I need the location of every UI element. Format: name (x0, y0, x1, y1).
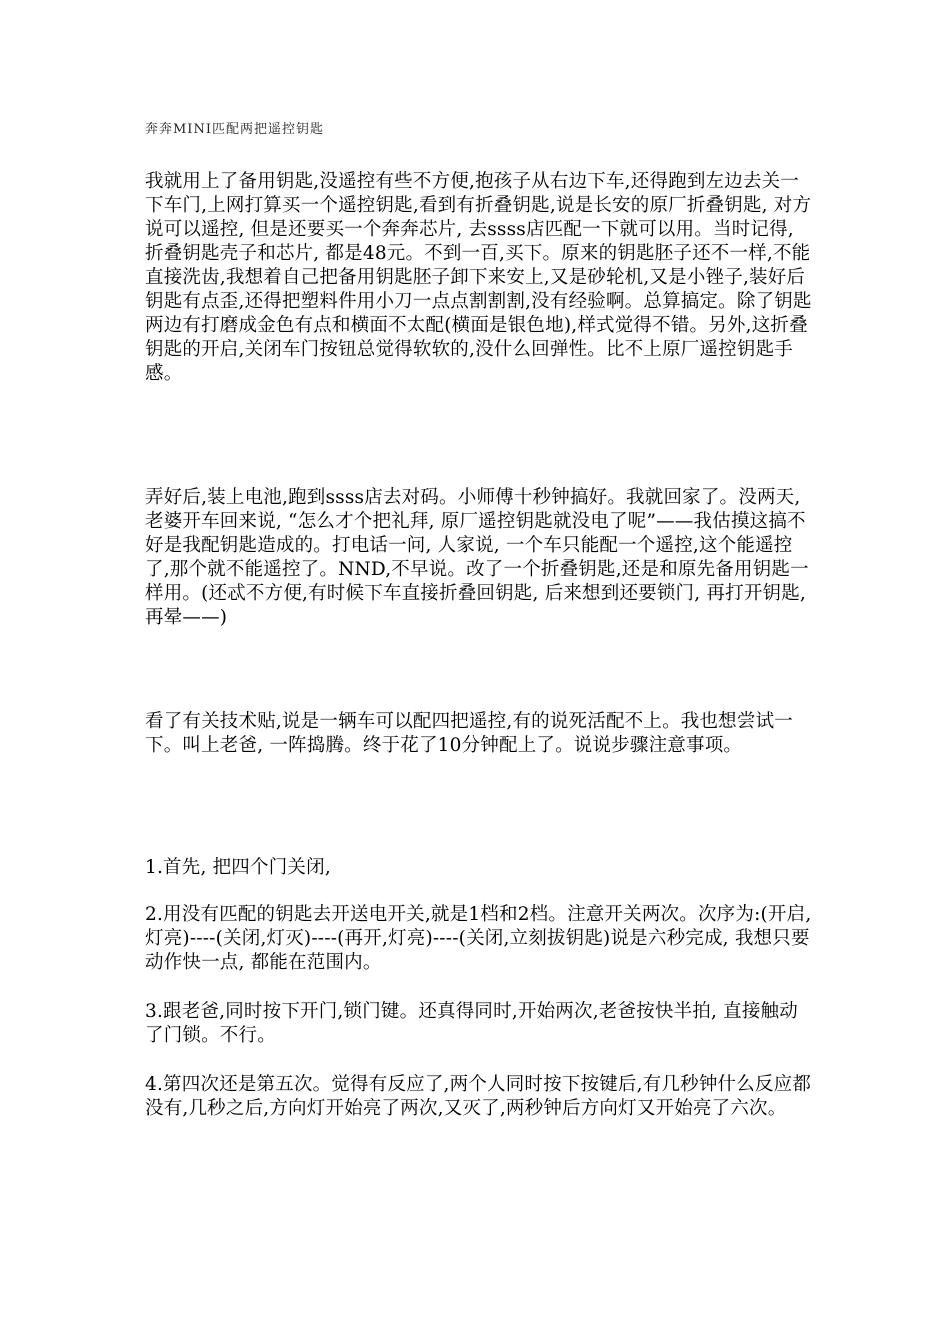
step-1: 1.首先, 把四个门关闭, (145, 857, 331, 878)
step-2: 2.用没有匹配的钥匙去开送电开关,就是1档和2档。注意开关两次。次序为:(开启,灯亮)----(关闭,灯灭)----(再开,灯亮)----(关闭,立刻拔钥匙)说是六秒完成, 我想只要动作快一点, 都能在范围内。 (145, 904, 812, 973)
document-title: 奔奔MINI匹配两把遥控钥匙 (145, 122, 324, 137)
paragraph-pairing-problem: 弄好后,装上电池,跑到ssss店去对码。小师傅十秒钟搞好。我就回家了。没两天, 老婆开车回来说, “怎么才个把礼拜, 原厂遥控钥匙就没电了呢”——我估摸这搞不好是我配钥匙造成的。打电话一问, 人家说, 一个车只能配一个遥控,这个能遥控了,那个就不能遥控了。NND,不早说。改了一个折叠钥匙,还是和原先备用钥匙一样用。(还忒不方便,有时候下车直接折叠回钥匙, 后来想到还要锁门, 再打开钥匙, 再晕——) (145, 487, 809, 628)
paragraph-four-remotes: 看了有关技术贴,说是一辆车可以配四把遥控,有的说死活配不上。我也想尝试一下。叫上老爸, 一阵捣腾。终于花了10分钟配上了。说说步骤注意事项。 (145, 711, 793, 756)
step-3: 3.跟老爸,同时按下开门,锁门键。还真得同时,开始两次,老爸按快半拍, 直接触动了门锁。不行。 (145, 1001, 798, 1046)
step-4: 4.第四次还是第五次。觉得有反应了,两个人同时按下按键后,有几秒钟什么反应都没有,几秒之后,方向灯开始亮了两次,又灭了,两秒钟后方向灯又开始亮了六次。 (145, 1074, 812, 1119)
paragraph-key-purchase: 我就用上了备用钥匙,没遥控有些不方便,抱孩子从右边下车,还得跑到左边去关一下车门,上网打算买一个遥控钥匙,看到有折叠钥匙,说是长安的原厂折叠钥匙, 对方说可以遥控, 但是还要买一个奔奔芯片, 去ssss店匹配一下就可以用。当时记得, 折叠钥匙壳子和芯片, 都是48元。不到一百,买下。原来的钥匙胚子还不一样,不能直接洗齿,我想着自己把备用钥匙胚子卸下来安上,又是砂轮机,又是小锉子,装好后钥匙有点歪,还得把塑料件用小刀一点点割割割,没有经验啊。总算搞定。除了钥匙两边有打磨成金色有点和横面不太配(横面是银色地),样式觉得不错。另外,这折叠钥匙的开启,关闭车门按钮总觉得软软的,没什么回弹性。比不上原厂遥控钥匙手感。 (145, 171, 812, 384)
